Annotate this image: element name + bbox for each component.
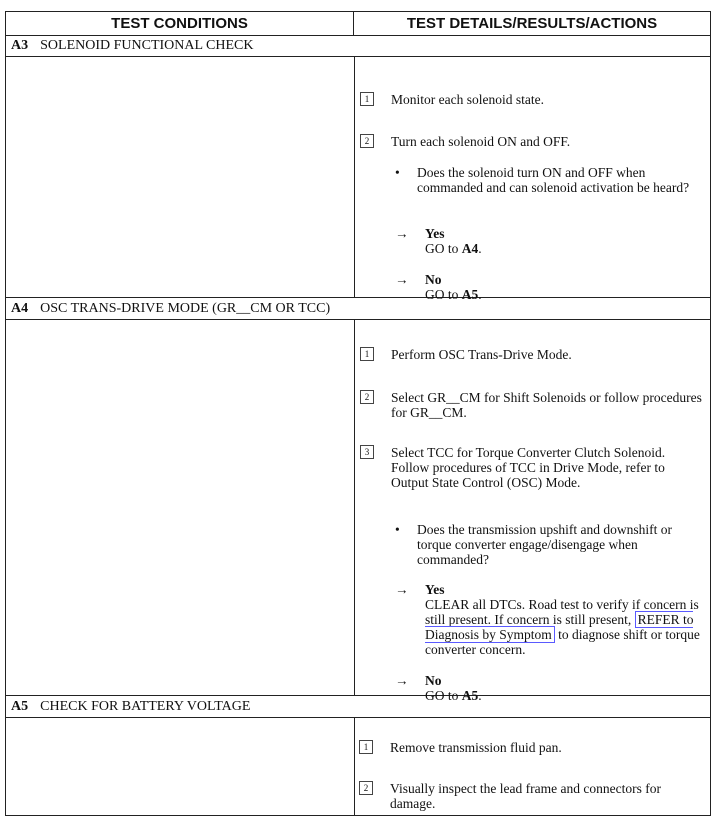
arrow-right-icon: →	[395, 226, 409, 241]
goto-target-link[interactable]: A5	[461, 688, 479, 703]
action-suffix: .	[478, 287, 482, 302]
step-2	[360, 134, 700, 149]
question-text: Does the solenoid turn ON and OFF when commanded and can solenoid activation be heard?	[417, 165, 690, 195]
arrow-right-icon: →	[395, 673, 409, 688]
bullet-icon: •	[395, 165, 400, 180]
step-number-box: 2	[360, 134, 374, 148]
section-title-text: SOLENOID FUNCTIONAL CHECK	[40, 38, 254, 53]
step-number-box: 1	[360, 92, 374, 106]
question-text: Does the transmission upshift and downshift or torque converter engage/disengage when commanded?	[417, 522, 672, 567]
section-a4-body	[6, 320, 710, 703]
question-bullet	[395, 165, 700, 195]
section-a5-title	[6, 696, 710, 718]
yes-text-after: to diagnose shift or torque converter concern.	[425, 627, 700, 657]
yes-branch	[395, 226, 700, 256]
yes-label: Yes	[425, 582, 445, 597]
action-suffix: .	[478, 688, 482, 703]
step-number-box: 3	[360, 445, 374, 459]
step-1	[360, 347, 700, 362]
section-code: A5	[11, 698, 29, 714]
action-prefix: GO to	[425, 287, 462, 302]
bullet-icon: •	[395, 522, 400, 537]
step-text: Monitor each solenoid state.	[391, 92, 544, 107]
step-text: Remove transmission fluid pan.	[390, 740, 562, 755]
goto-target-link[interactable]: A4	[461, 241, 479, 256]
step-number-box: 2	[360, 390, 374, 404]
step-3	[360, 445, 705, 490]
section-a3-body	[6, 57, 710, 302]
step-number-box: 1	[360, 347, 374, 361]
step-text: Select TCC for Torque Converter Clutch Solenoid. Follow procedures of TCC in Drive Mode, refer to Output State Control (OSC) Mode.	[391, 445, 666, 490]
step-text: Turn each solenoid ON and OFF.	[391, 134, 571, 149]
yes-action	[425, 241, 482, 256]
step-number-box: 1	[359, 740, 373, 754]
step-2	[359, 781, 704, 811]
arrow-right-icon: →	[395, 582, 409, 597]
section-title-text: OSC TRANS-DRIVE MODE (GR__CM OR TCC)	[40, 300, 331, 316]
question-bullet	[395, 522, 705, 567]
header-test-conditions: TEST CONDITIONS	[6, 12, 354, 36]
column-divider	[354, 718, 355, 815]
arrow-right-icon: →	[395, 272, 409, 287]
header-test-details: TEST DETAILS/RESULTS/ACTIONS	[354, 12, 710, 36]
section-code: A4	[11, 300, 29, 316]
yes-text: CLEAR all DTCs. Road test to verify if concern is still present. If concern is still present,	[425, 597, 699, 627]
step-1	[359, 740, 699, 755]
yes-action	[425, 597, 705, 657]
step-2	[360, 390, 705, 420]
action-suffix: .	[478, 241, 482, 256]
section-a3-title	[6, 36, 710, 57]
goto-target-link[interactable]: A5	[461, 287, 479, 302]
step-text: Visually inspect the lead frame and connectors for damage.	[390, 781, 661, 811]
section-a4-title	[6, 298, 710, 320]
section-a5-body	[6, 718, 710, 815]
step-1	[360, 92, 700, 107]
column-divider	[354, 57, 355, 297]
yes-branch	[395, 582, 705, 657]
section-title-text: CHECK FOR BATTERY VOLTAGE	[40, 698, 251, 714]
step-text: Select GR__CM for Shift Solenoids or follow procedures for GR__CM.	[391, 390, 702, 420]
diagnostic-table	[5, 11, 711, 816]
refer-diagnosis-link[interactable]: REFER to Diagnosis by Symptom	[425, 612, 694, 642]
step-number-box: 2	[359, 781, 373, 795]
yes-label: Yes	[425, 226, 445, 241]
no-label: No	[425, 272, 442, 287]
step-text: Perform OSC Trans-Drive Mode.	[391, 347, 572, 362]
action-prefix: GO to	[425, 688, 462, 703]
column-divider	[354, 320, 355, 695]
action-prefix: GO to	[425, 241, 462, 256]
no-label: No	[425, 673, 442, 688]
section-code: A3	[11, 38, 29, 53]
